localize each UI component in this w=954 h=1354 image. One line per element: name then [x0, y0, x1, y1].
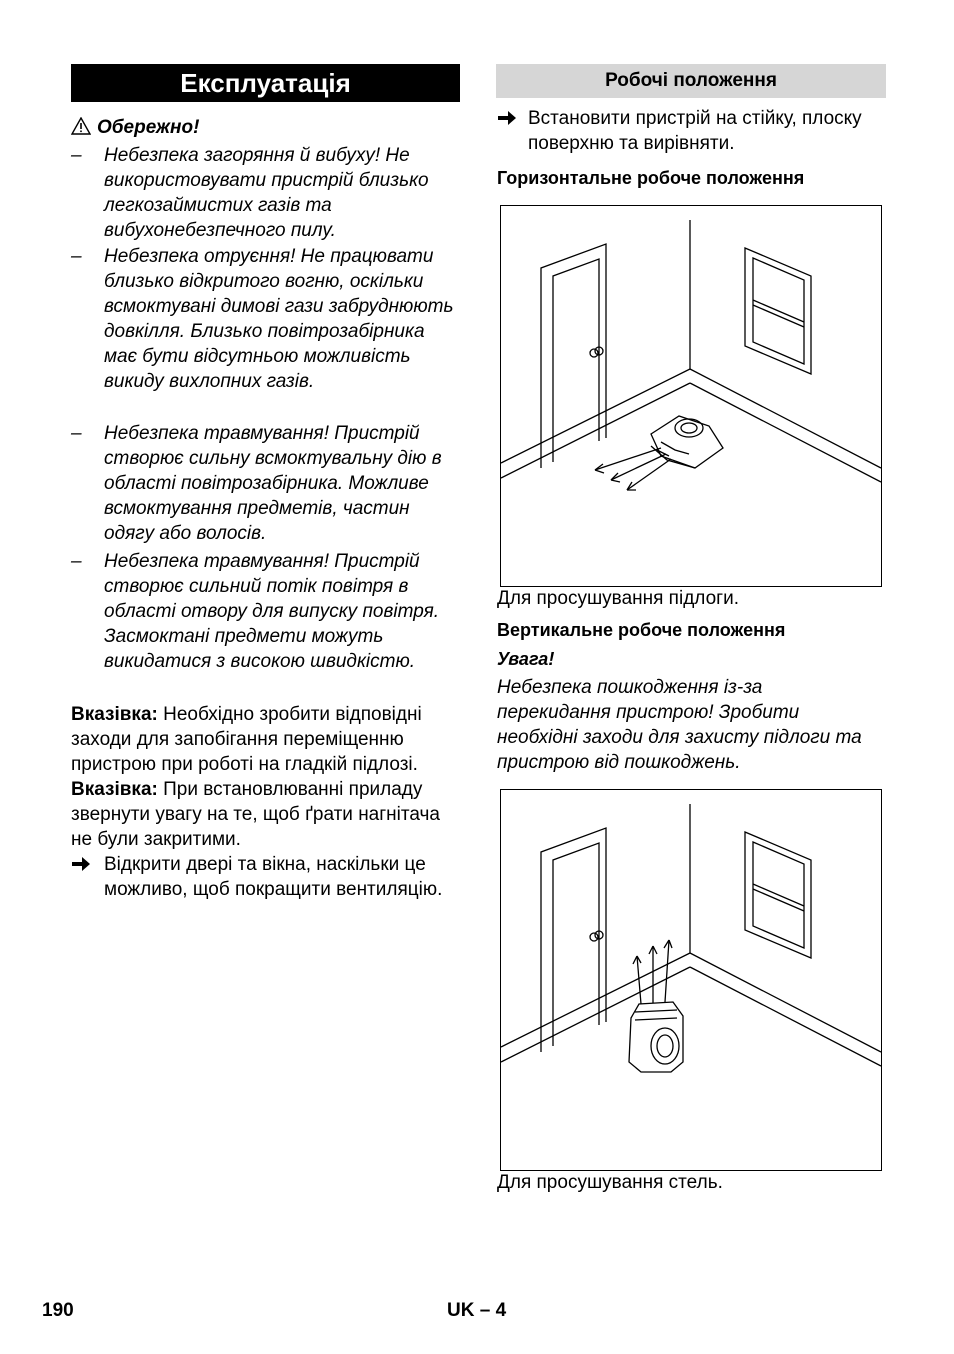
- action-step: [71, 852, 461, 928]
- action-text: Встановити пристрій на стійку, плоску поверхню та вирівняти.: [528, 108, 862, 154]
- page-number: 190: [42, 1300, 74, 1321]
- caution-heading: [71, 115, 461, 140]
- caution-item-text: Небезпека травмування! Пристрій створює сильну всмоктувальну дію в області повітрозабірника. Можливе всмоктування предметів, частин одягу або волосів.: [104, 423, 442, 544]
- horizontal-caption: Для просушування підлоги.: [497, 588, 739, 609]
- vertical-caption: Для просушування стель.: [497, 1172, 723, 1193]
- warning-triangle-icon: [71, 117, 91, 135]
- note-paragraph: [71, 702, 461, 777]
- action-text: Відкрити двері та вікна, наскільки це можливо, щоб покращити вентиляцію.: [104, 854, 443, 900]
- note-text: Необхідно зробити відповідні заходи для запобігання переміщенню пристрою при роботі на гладкій підлозі.: [71, 704, 422, 775]
- caution-item-text: Небезпека отруєння! Не працювати близько відкритого вогню, оскільки всмоктувані димові гази забруднюють довкілля. Близько повітрозабірника має бути відсутньою можливість викиду вихлопних газів.: [104, 246, 454, 392]
- action-step: [497, 106, 887, 158]
- caution-item-text: Небезпека загоряння й вибуху! Не використовувати пристрій близько легкозаймистих газів та вибухонебезпечного пилу.: [104, 145, 429, 241]
- arrow-right-icon: [71, 856, 91, 872]
- note-label: Вказівка:: [71, 704, 158, 725]
- section-title: Експлуатація: [71, 64, 460, 102]
- caution-item: [71, 549, 461, 700]
- attention-label: Увага!: [497, 649, 555, 669]
- dash-bullet: –: [71, 551, 82, 572]
- note-paragraph: [71, 777, 461, 852]
- dash-bullet: –: [71, 145, 82, 166]
- caution-item: [71, 244, 461, 420]
- dash-bullet: –: [71, 423, 82, 444]
- caution-label: Обережно!: [97, 117, 200, 138]
- horizontal-heading: Горизонтальне робоче положення: [497, 168, 805, 188]
- caution-item-text: Небезпека травмування! Пристрій створює сильний потік повітря в області отвору для випуску повітря. Засмоктані предмети можуть викидатися з високою швидкістю.: [104, 551, 440, 672]
- note-text: При встановлюванні приладу звернути увагу на те, щоб ґрати нагнітача не були закритими.: [71, 779, 440, 850]
- subsection-title: Робочі положення: [496, 64, 886, 98]
- caution-item: [71, 143, 461, 243]
- dash-bullet: –: [71, 246, 82, 267]
- attention-text: Небезпека пошкодження із-за перекидання пристрою! Зробити необхідні заходи для захисту підлоги та пристрою від пошкоджень.: [497, 677, 862, 773]
- vertical-position-illustration: [500, 789, 882, 1171]
- section-indicator: UK – 4: [447, 1300, 507, 1321]
- horizontal-position-illustration: [500, 205, 882, 587]
- vertical-heading: Вертикальне робоче положення: [497, 620, 786, 640]
- arrow-right-icon: [497, 110, 517, 126]
- note-label: Вказівка:: [71, 779, 158, 800]
- caution-item: [71, 421, 461, 547]
